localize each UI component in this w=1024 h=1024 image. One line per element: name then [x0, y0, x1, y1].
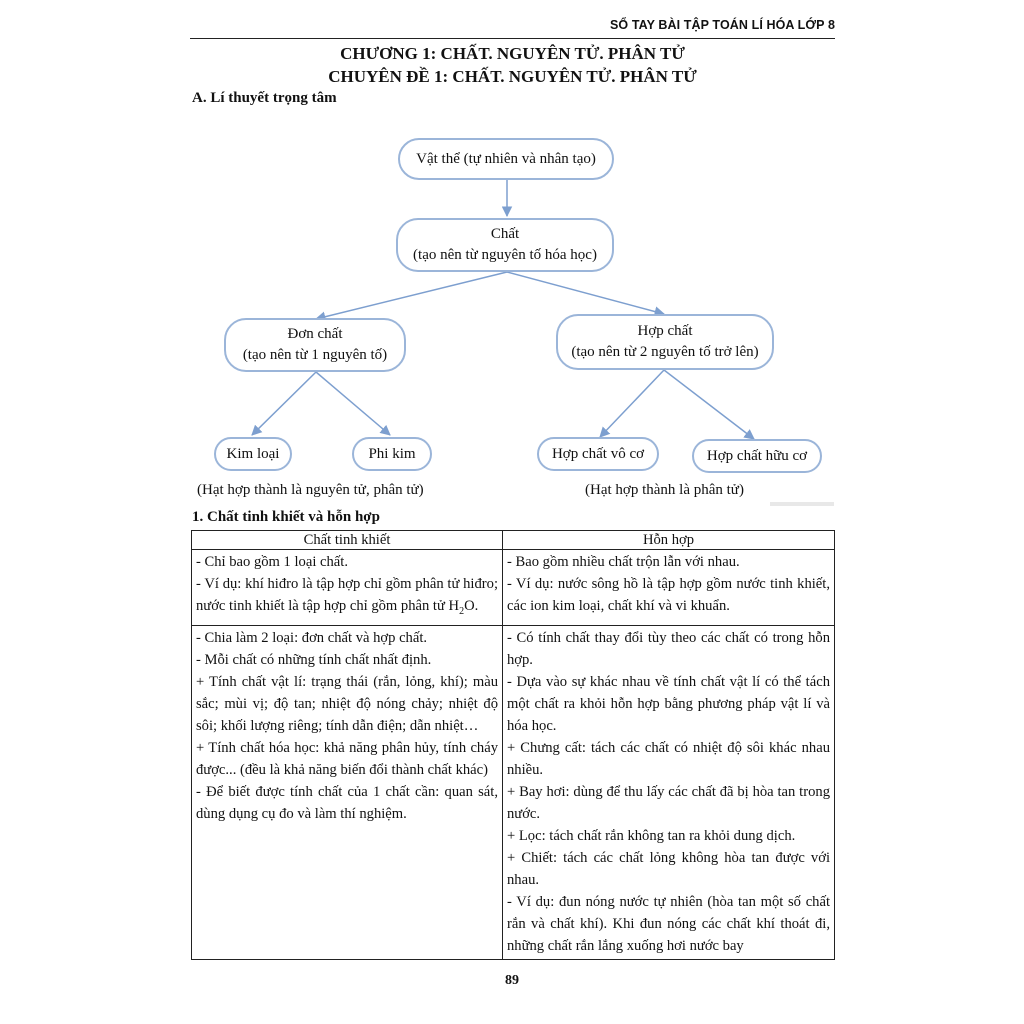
table-row [192, 625, 835, 959]
cell-line: - Bao gồm nhiều chất trộn lẫn với nhau. [507, 554, 740, 570]
caption-compound-particles: (Hạt hợp thành là phân tử) [585, 482, 744, 498]
page-number: 89 [505, 973, 519, 988]
table-header-pure: Chất tinh khiết [192, 531, 503, 550]
cell-line: - Có tính chất thay đổi tùy theo các chất có trong hỗn hợp. [507, 629, 830, 668]
cell-line: + Chiết: tách các chất lỏng không hòa tan được với nhau. [507, 849, 830, 888]
node-element-title: Đơn chất [287, 326, 343, 342]
table-cell [192, 625, 503, 959]
cell-line: - Mỗi chất có những tính chất nhất định. [196, 651, 432, 668]
cell-line: + Tính chất vật lí: trạng thái (rắn, lỏng, khí); màu sắc; mùi vị; độ tan; nhiệt độ nóng chảy; nhiệt độ sôi; khối lượng riêng; tính dẫn điện; dẫn nhiệt… [196, 673, 498, 734]
cell-line: - Ví dụ: nước sông hồ là tập hợp gồm nước tinh khiết, các ion kim loại, chất khí và vi khuẩn. [507, 576, 830, 614]
cell-line: - Ví dụ: đun nóng nước tự nhiên (hòa tan một số chất rắn và chất khí). Khi đun nóng các chất khí thoát đi, những chất rắn lắng xuống hơi nước bay [507, 893, 830, 954]
node-compound-desc: (tạo nên từ 2 nguyên tố trở lên) [571, 344, 759, 360]
table-cell [503, 550, 835, 626]
cell-line: - Ví dụ: khí hiđro là tập hợp chỉ gồm phân tử hiđro; nước tinh khiết là tập hợp chỉ gồm phân tử $H_2O$. [196, 576, 498, 617]
node-substance-title: Chất [490, 226, 520, 242]
header-text: SỔ TAY BÀI TẬP TOÁN LÍ HÓA LỚP 8 [609, 18, 835, 32]
node-inorganic-label: Hợp chất vô cơ [551, 445, 645, 462]
topic-title: CHUYÊN ĐỀ 1: CHẤT. NGUYÊN TỬ. PHÂN TỬ [328, 67, 697, 86]
comparison-table [191, 530, 835, 960]
node-substance [396, 218, 614, 272]
node-compound [556, 314, 774, 370]
node-metal [214, 437, 292, 471]
node-substance-desc: (tạo nên từ nguyên tố hóa học) [413, 247, 597, 263]
running-header [190, 14, 835, 39]
node-organic [692, 439, 822, 473]
cell-line: - Chỉ bao gồm 1 loại chất. [196, 554, 348, 570]
node-nonmetal [352, 437, 432, 471]
node-element-desc: (tạo nên từ 1 nguyên tố) [242, 347, 388, 363]
node-inorganic [537, 437, 659, 471]
node-organic-label: Hợp chất hữu cơ [706, 447, 808, 464]
table-row [192, 550, 835, 626]
cell-line: + Tính chất hóa học: khả năng phân hủy, tính cháy được... (đều là khả năng biến đổi thành chất khác) [196, 739, 498, 778]
table-header-row [192, 531, 835, 550]
cell-line: - Chia làm 2 loại: đơn chất và hợp chất. [196, 629, 428, 646]
chapter-title: CHƯƠNG 1: CHẤT. NGUYÊN TỬ. PHÂN TỬ [340, 44, 685, 63]
cell-line: + Chưng cất: tách các chất có nhiệt độ sôi khác nhau nhiều. [507, 739, 830, 778]
node-nonmetal-label: Phi kim [368, 445, 416, 462]
node-object [398, 138, 614, 180]
node-object-label: Vật thể (tự nhiên và nhân tạo) [416, 150, 596, 167]
section-1-heading: 1. Chất tinh khiết và hỗn hợp [192, 509, 380, 525]
cell-line: + Bay hơi: dùng để thu lấy các chất đã bị hòa tan trong nước. [507, 783, 830, 822]
cell-line: + Lọc: tách chất rắn không tan ra khỏi dung dịch. [507, 827, 796, 844]
node-element [224, 318, 406, 372]
table-cell [503, 625, 835, 959]
cell-line: - Dựa vào sự khác nhau về tính chất vật lí có thể tách một chất ra khỏi hỗn hợp bằng phương pháp vật lí và hóa học. [507, 673, 830, 734]
node-compound-title: Hợp chất [637, 323, 693, 339]
caption-element-particles: (Hạt hợp thành là nguyên tử, phân tử) [197, 482, 424, 498]
node-metal-label: Kim loại [226, 445, 280, 462]
cell-line: - Để biết được tính chất của 1 chất cần: quan sát, dùng dụng cụ đo và làm thí nghiệm. [196, 783, 498, 822]
table-cell [192, 550, 503, 626]
decorative-bar [770, 502, 834, 506]
table-header-mixture: Hỗn hợp [503, 531, 835, 550]
section-a-heading: A. Lí thuyết trọng tâm [192, 90, 337, 106]
subscript: 2 [459, 605, 465, 617]
